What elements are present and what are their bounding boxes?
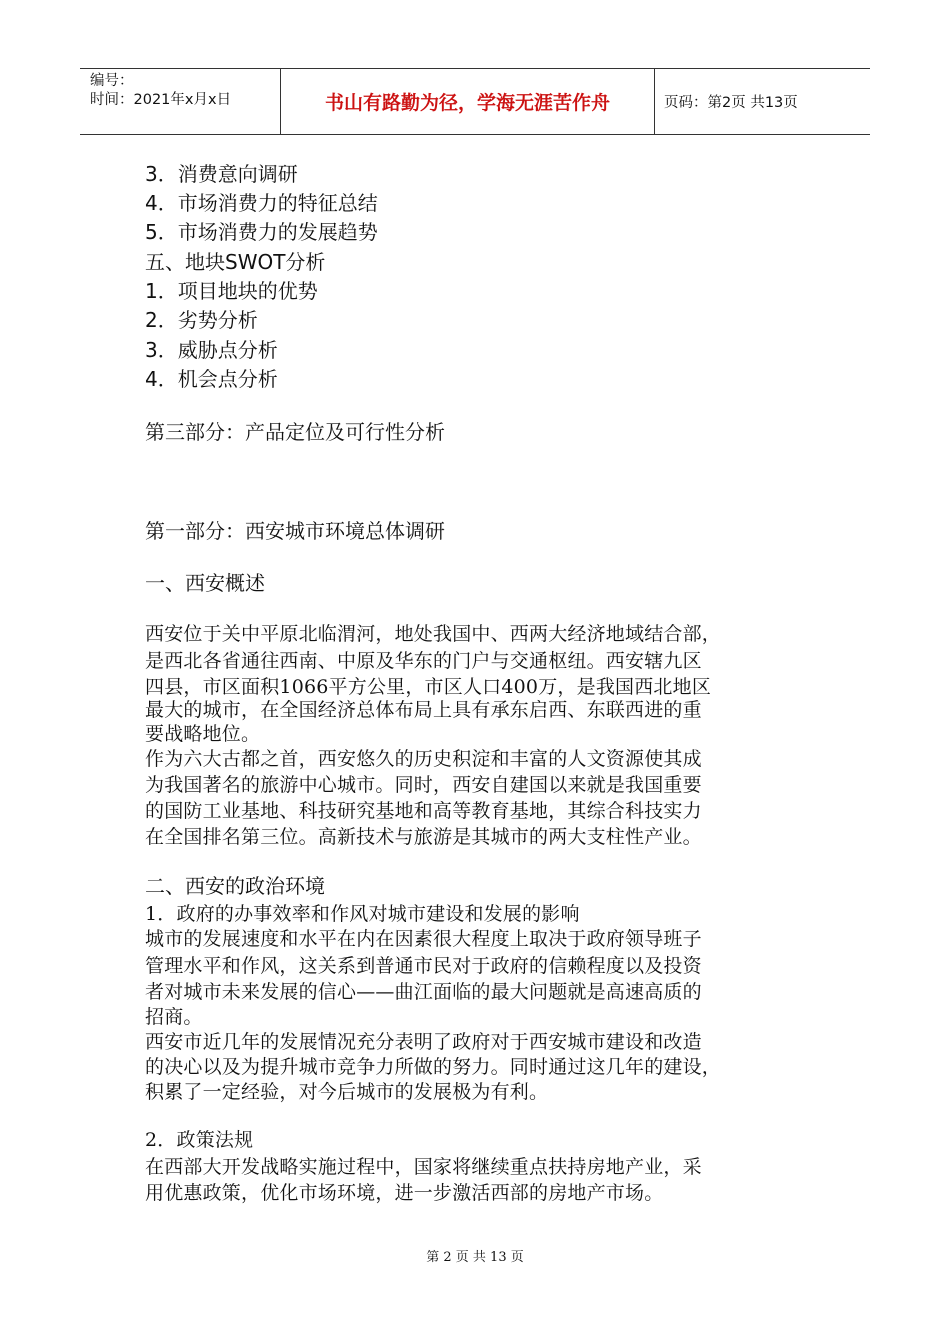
paragraph-line: 城市的发展速度和水平在内在因素很大程度上取决于政府领导班子: [145, 928, 702, 950]
paragraph-line: 西安市近几年的发展情况充分表明了政府对于西安城市建设和改造: [145, 1031, 702, 1053]
subsection-title: 2．政策法规: [145, 1129, 254, 1151]
paragraph-line: 招商。: [145, 1006, 203, 1028]
part3-title: 第三部分：产品定位及可行性分析: [145, 420, 445, 444]
header-meta: [80, 69, 281, 134]
paragraph-line: 要战略地位。: [145, 723, 261, 745]
paragraph-line: 是西北各省通往西南、中原及华东的门户与交通枢纽。西安辖九区: [145, 650, 702, 672]
outline-item: 1．项目地块的优势: [145, 279, 318, 303]
header-motto: 书山有路勤为径，学海无涯苦作舟: [281, 69, 655, 134]
page-footer: 第 2 页 共 13 页: [426, 1250, 524, 1265]
section2-title: 二、西安的政治环境: [145, 874, 325, 898]
subsection-title: 1．政府的办事效率和作风对城市建设和发展的影响: [145, 903, 580, 925]
paragraph-line: 在全国排名第三位。高新技术与旅游是其城市的两大支柱性产业。: [145, 826, 702, 848]
outline-item: 4．市场消费力的特征总结: [145, 191, 378, 215]
paragraph-line: 积累了一定经验，对今后城市的发展极为有利。: [145, 1081, 549, 1103]
outline-item: 3．威胁点分析: [145, 338, 278, 362]
paragraph-line: 西安位于关中平原北临渭河，地处我国中、西两大经济地域结合部，: [145, 623, 722, 645]
outline-item: 4．机会点分析: [145, 367, 278, 391]
part1-title: 第一部分：西安城市环境总体调研: [145, 519, 445, 543]
paragraph-line: 最大的城市，在全国经济总体布局上具有承东启西、东联西进的重: [145, 699, 702, 721]
paragraph-line: 者对城市未来发展的信心——曲江面临的最大问题就是高速高质的: [145, 981, 702, 1003]
outline-item: 5．市场消费力的发展趋势: [145, 220, 378, 244]
header-page-label: 页码：第2页 共13页: [664, 95, 798, 111]
number-label: 编号：: [90, 73, 134, 89]
paragraph-line: 用优惠政策，优化市场环境，进一步激活西部的房地产市场。: [145, 1182, 664, 1204]
paragraph-line: 四县，市区面积1066平方公里，市区人口400万，是我国西北地区: [145, 676, 712, 698]
page-header: [80, 68, 870, 135]
outline-item: 五、地块SWOT分析: [145, 250, 326, 274]
section1-title: 一、西安概述: [145, 571, 265, 595]
paragraph-line: 在西部大开发战略实施过程中，国家将继续重点扶持房地产业，采: [145, 1156, 702, 1178]
paragraph-line: 的决心以及为提升城市竞争力所做的努力。同时通过这几年的建设，: [145, 1056, 722, 1078]
outline-item: 2．劣势分析: [145, 308, 258, 332]
paragraph-line: 为我国著名的旅游中心城市。同时，西安自建国以来就是我国重要: [145, 774, 702, 796]
outline-item: 3．消费意向调研: [145, 162, 298, 186]
time-label: 时间：2021年x月x日: [90, 92, 232, 108]
paragraph-line: 作为六大古都之首，西安悠久的历史积淀和丰富的人文资源使其成: [145, 748, 702, 770]
paragraph-line: 的国防工业基地、科技研究基地和高等教育基地，其综合科技实力: [145, 800, 702, 822]
paragraph-line: 管理水平和作风，这关系到普通市民对于政府的信赖程度以及投资: [145, 955, 702, 977]
